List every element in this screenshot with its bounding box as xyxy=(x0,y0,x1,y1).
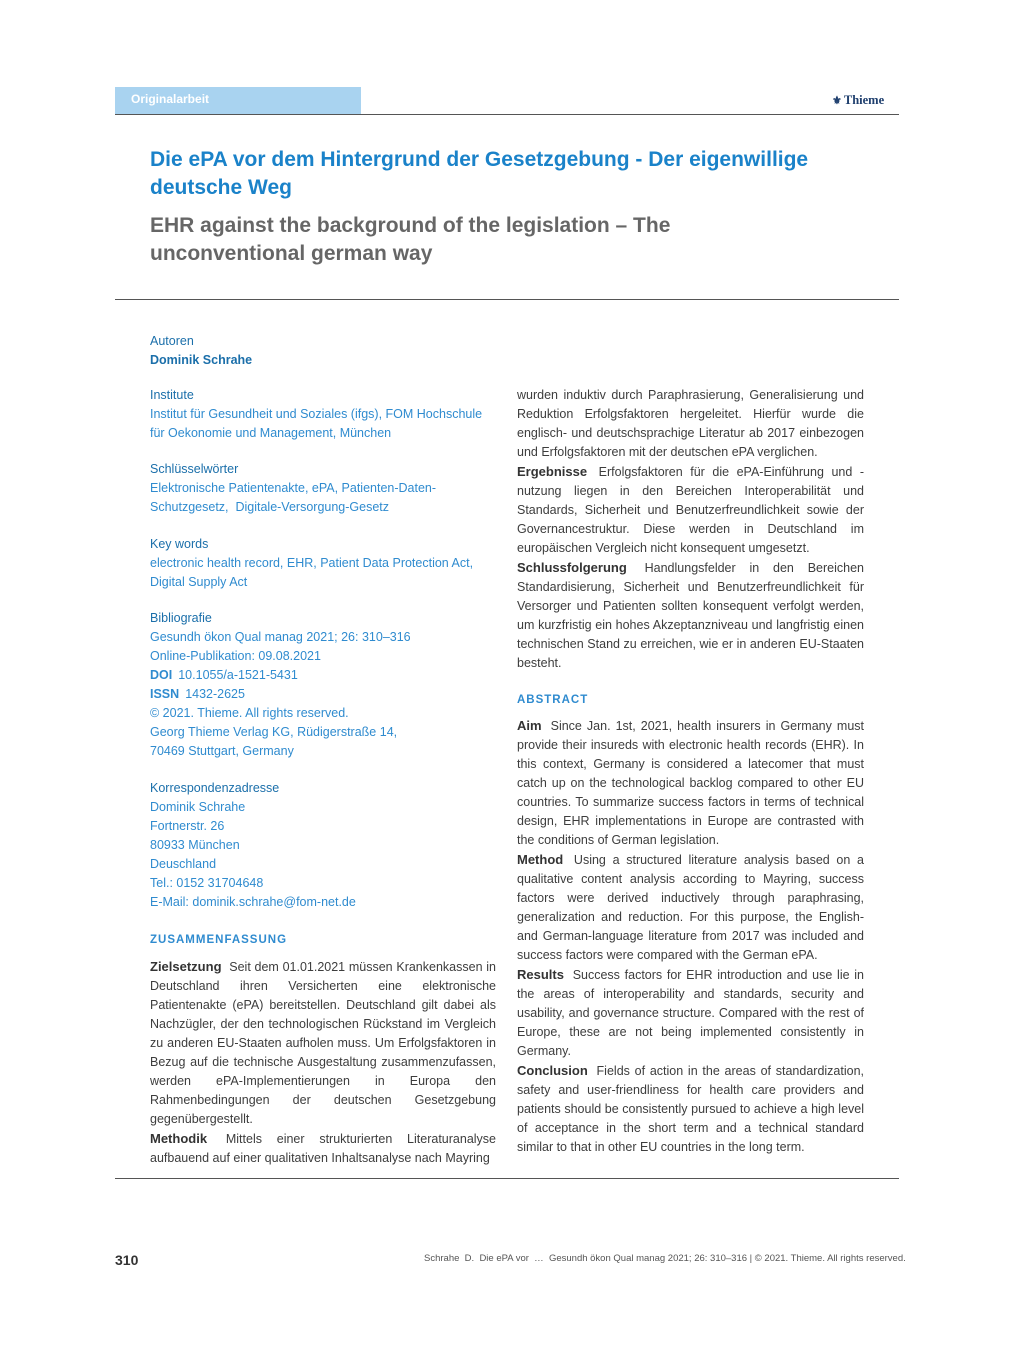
author-name: Dominik Schrahe xyxy=(150,353,253,367)
institute-line: Institut für Gesundheit und Soziales (ifgs), FOM Hochschule xyxy=(150,407,483,421)
category-label: Originalarbeit xyxy=(131,92,210,106)
method-paragraph xyxy=(517,850,864,965)
aim-keyword: Aim xyxy=(517,718,542,733)
zusammenfassung-heading: ZUSAMMENFASSUNG xyxy=(150,934,288,946)
footer-rule xyxy=(115,1178,899,1179)
methodik-keyword: Methodik xyxy=(150,1131,208,1146)
zielsetzung-keyword: Zielsetzung xyxy=(150,959,222,974)
abstract-body xyxy=(517,716,864,1157)
correspondence-line: Dominik Schrahe xyxy=(150,800,246,814)
abstract-heading: ABSTRACT xyxy=(517,694,589,706)
issn-line xyxy=(150,685,495,704)
title-english: EHR against the background of the legislation – The unconventional german way xyxy=(150,214,671,265)
method-text: Using a structured literature analysis based on a qualitative content analysis according to Mayring, success factors were derived inductively through paraphrasing, generalization and reduction. For this purpose, the English- and German-language literature from 2017 was included and success factors were compared with the German ePA. xyxy=(517,853,864,962)
keywords-en-label: Key words xyxy=(150,537,209,551)
keywords-de-block xyxy=(150,460,495,517)
publisher-address-line: 70469 Stuttgart, Germany xyxy=(150,744,294,758)
zusammenfassung-body-left xyxy=(150,957,496,1168)
schlussfolgerung-keyword: Schlussfolgerung xyxy=(517,560,627,575)
ergebnisse-keyword: Ergebnisse xyxy=(517,464,588,479)
keywords-en-block xyxy=(150,535,495,592)
results-text: Success factors for EHR introduction and use lie in the areas of interoperability and standards, security and usability, and governance structure. Compared with the rest of Europe, these are not being implemented consistently in Germany. xyxy=(517,968,864,1058)
results-paragraph xyxy=(517,965,864,1061)
correspondence-line: Tel.: 0152 31704648 xyxy=(150,876,264,890)
keywords-en-line: Digital Supply Act xyxy=(150,575,248,589)
ergebnisse-text: Erfolgsfaktoren für die ePA-Einführung und -nutzung liegen in den Bereichen Interoperabilität und Standards, Sicherheit und Benutzerfreundlichkeit sowie der Governancestruktur. Diese werden in Deutschland im europäischen Vergleich nicht konsequent umgesetzt. xyxy=(517,465,864,555)
institute-line: für Oekonomie und Management, München xyxy=(150,426,392,440)
conclusion-keyword: Conclusion xyxy=(517,1063,588,1078)
schlussfolgerung-paragraph xyxy=(517,558,864,673)
authors-label: Autoren xyxy=(150,334,194,348)
page-number: 310 xyxy=(115,1252,139,1268)
results-keyword: Results xyxy=(517,967,564,982)
footer-reference: Schrahe D. Die ePA vor … Gesundh ökon Qual manag 2021; 26: 310–316 | © 2021. Thieme. All rights reserved. xyxy=(424,1253,906,1264)
methodik-text: Mittels einer strukturierten Literaturanalyse aufbauend auf einer qualitativen Inhaltsanalyse nach Mayring xyxy=(150,1132,496,1165)
citation: Gesundh ökon Qual manag 2021; 26: 310–316 xyxy=(150,630,411,644)
correspondence-line: Fortnerstr. 26 xyxy=(150,819,225,833)
method-keyword: Method xyxy=(517,852,564,867)
title-rule xyxy=(115,299,899,300)
zielsetzung-text: Seit dem 01.01.2021 müssen Krankenkassen in Deutschland ihren Versicherten eine elektronische Patientenakte (ePA) bereitstellen. Deutschland gilt dabei als Nachzügler, der den technologischen Rückstand im Vergleich zu anderen EU-Staaten aufholen muss. Um Erfolgsfaktoren in Bezug auf die technische Ausgestaltung zusammenzufassen, werden ePA-Implementierungen in Europa den Rahmenbedingungen der deutschen Gesetzgebung gegenübergestellt. xyxy=(150,960,496,1126)
zusammenfassung-body-right xyxy=(517,386,864,673)
schlussfolgerung-text: Handlungsfelder in den Bereichen Standardisierung, Sicherheit und Benutzerfreundlichkeit für Versorger und Patienten sollten konsequent verfolgt werden, um kurzfristig ein hohes Akzeptanzniveau und langfristig einen technischen Stand zu erreichen, wie er in anderen EU-Staaten besteht. xyxy=(517,561,864,670)
doi-label: DOI xyxy=(150,668,173,682)
bibliography-block xyxy=(150,609,495,761)
correspondence-line: Deuschland xyxy=(150,857,217,871)
thieme-seal-icon: ⚜ xyxy=(832,95,842,107)
keywords-de-line: Schutzgesetz, Digitale-Versorgung-Gesetz xyxy=(150,500,390,514)
publisher-name: Thieme xyxy=(843,93,885,107)
copyright: © 2021. Thieme. All rights reserved. xyxy=(150,706,349,720)
aim-paragraph xyxy=(517,716,864,850)
online-date: Online-Publikation: 09.08.2021 xyxy=(150,649,321,663)
correspondence-line: 80933 München xyxy=(150,838,240,852)
issn-value: 1432-2625 xyxy=(185,687,245,701)
issn-label: ISSN xyxy=(150,687,180,701)
aim-text: Since Jan. 1st, 2021, health insurers in Germany must provide their insureds with electronic health records (EHR). In this context, Germany is considered a latecomer that must catch up on the technological backlog compared to other EU countries. To summarize success factors in terms of technical design, EHR implementations in Europe are contrasted with the conditions of German legislation. xyxy=(517,719,864,847)
publisher-address-line: Georg Thieme Verlag KG, Rüdigerstraße 14, xyxy=(150,725,398,739)
institute-block xyxy=(150,386,495,443)
bibliography-label: Bibliografie xyxy=(150,611,212,625)
correspondence-label: Korrespondenzadresse xyxy=(150,781,280,795)
doi-value[interactable]: 10.1055/a-1521-5431 xyxy=(178,668,298,682)
methodik-continuation: wurden induktiv durch Paraphrasierung, Generalisierung und Reduktion Erfolgsfaktoren hergeleitet. Hierfür wurde die englisch- und deutschsprachige Literatur ab 2017 einbezogen und Erfolgsfaktoren mit der deutschen ePA verglichen. xyxy=(517,388,864,459)
doi-line xyxy=(150,666,495,685)
keywords-de-line: Elektronische Patientenakte, ePA, Patienten-Daten- xyxy=(150,481,437,495)
keywords-en-line: electronic health record, EHR, Patient Data Protection Act, xyxy=(150,556,474,570)
correspondence-block xyxy=(150,779,495,912)
authors-block xyxy=(150,332,495,370)
correspondence-email[interactable]: E-Mail: dominik.schrahe@fom-net.de xyxy=(150,895,356,909)
ergebnisse-paragraph xyxy=(517,462,864,558)
institute-label: Institute xyxy=(150,388,194,402)
title-german: Die ePA vor dem Hintergrund der Gesetzgebung - Der eigenwillige deutsche Weg xyxy=(150,148,809,199)
header-rule xyxy=(115,114,899,115)
publisher-logo xyxy=(832,93,884,108)
methodik-paragraph xyxy=(150,1129,496,1168)
conclusion-paragraph xyxy=(517,1061,864,1157)
conclusion-text: Fields of action in the areas of standardization, safety and user-friendliness for health care providers and patients should be consistently pursued to achieve a high level of acceptance in the short term and a technical standard similar to that in other EU countries in the long term. xyxy=(517,1064,864,1154)
zielsetzung-paragraph xyxy=(150,957,496,1129)
keywords-de-label: Schlüsselwörter xyxy=(150,462,239,476)
